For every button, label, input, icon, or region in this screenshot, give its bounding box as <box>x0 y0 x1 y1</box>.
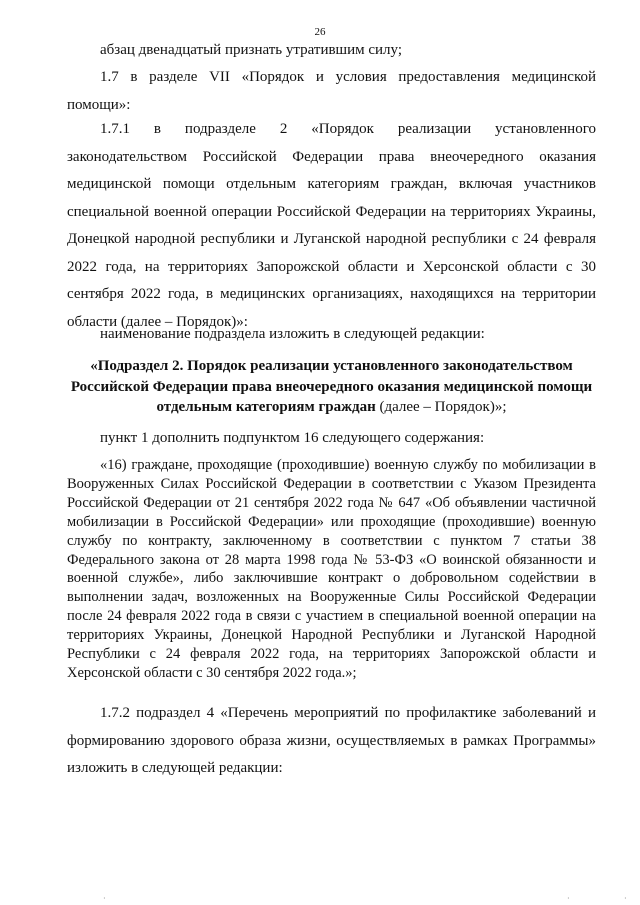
quoted-subclause-16: «16) граждане, проходящие (проходившие) военную службу по мобилизации в Вооруженных Силах Российской Федерации в соответствии с Указом Президента Российской Федерации от 21 сентября 2022 года № 647 «Об объявлении частичной мобилизации в Российской Федерации» или проходящие (проходившие) военную службу по контракту, заключенному в соответствии с пунктом 7 статьи 38 Федерального закона от 28 марта 1998 года № 53-ФЗ «О воинской обязанности и военной службе», либо заключившие контракт о добровольном содействии в выполнении задач, возложенных на Вооруженные Силы Российской Федерации после 24 февраля 2022 года в связи с участием в специальной военной операции на территориях Украины, Донецкой Народной Республики и Луганской Народной Республики с 24 февраля 2022 года, на территориях Запорожской области и Херсонской области с 30 сентября 2022 года.»; <box>67 457 596 681</box>
scan-artifact: · <box>624 894 627 903</box>
subsection-heading <box>67 356 596 418</box>
scan-artifact: · <box>103 894 106 903</box>
paragraph-subsection-4: 1.7.2 подраздел 4 «Перечень мероприятий по профилактике заболеваний и формированию здорового образа жизни, осуществляемых в рамках Программы» изложить в следующей редакции: <box>67 705 596 776</box>
subsection-heading-bold: «Подраздел 2. Порядок реализации установленного законодательством Российской Федерации права внеочередного оказания медицинской помощи отдельным категориям граждан <box>70 358 593 415</box>
paragraph-annul-clause: абзац двенадцатый признать утратившим силу; <box>100 42 403 58</box>
paragraph-add-subclause: пункт 1 дополнить подпунктом 16 следующего содержания: <box>100 430 485 446</box>
paragraph-rename-instruction: наименование подраздела изложить в следующей редакции: <box>100 326 485 342</box>
page-number: 26 <box>314 26 326 38</box>
scan-artifact: · <box>567 894 570 903</box>
paragraph-section-vii: 1.7 в разделе VII «Порядок и условия предоставления медицинской помощи»: <box>67 69 596 113</box>
paragraph-subsection-2-title: 1.7.1 в подразделе 2 «Порядок реализации установленного законодательством Российской Федерации права внеочередного оказания медицинской помощи отдельным категориям граждан, включая участников специальной военной операции Российской Федерации на территориях Украины, Донецкой народной республики и Луганской народной республики с 24 февраля 2022 года, на территориях Запорожской области и Херсонской области с 30 сентября 2022 года, в медицинских организациях, находящихся на территории области (далее – Порядок)»: <box>67 121 596 330</box>
subsection-heading-tail: (далее – Порядок)»; <box>375 399 507 415</box>
